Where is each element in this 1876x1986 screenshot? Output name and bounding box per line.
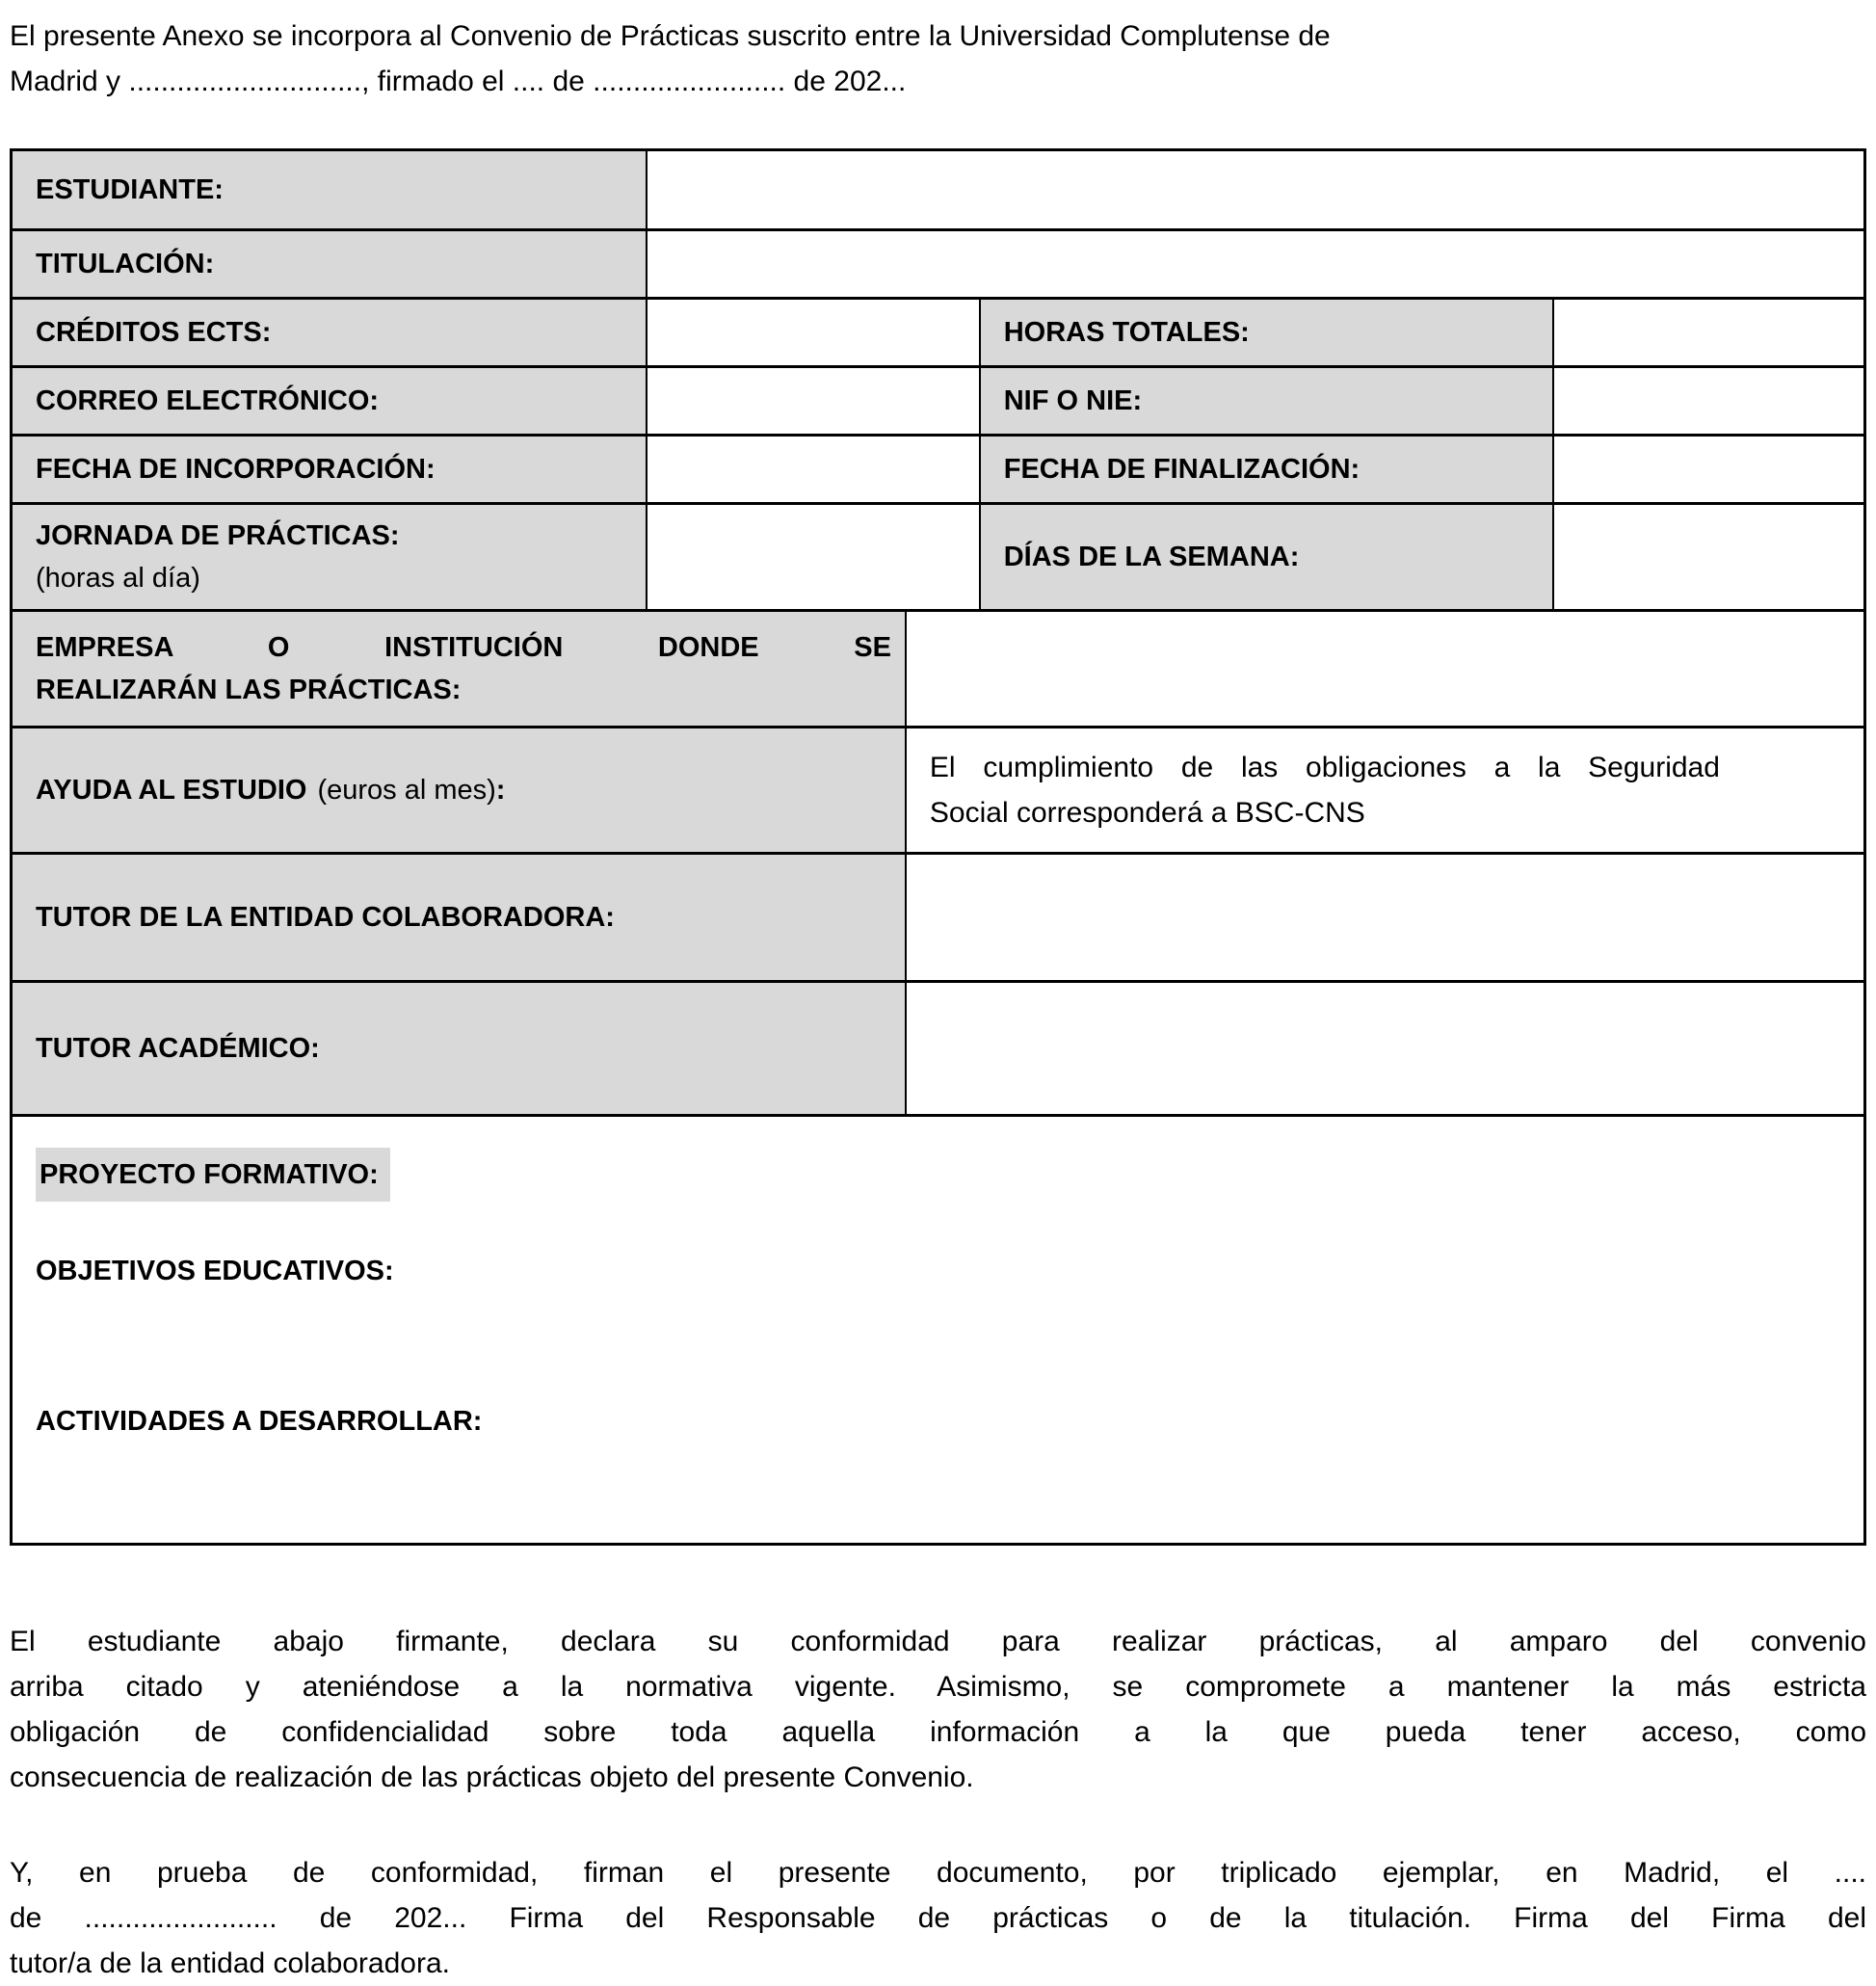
declaration-paragraph: El estudiante abajo firmante, declara su conformidad para realizar prácticas, al amparo del convenio arriba citado y ateniéndose a la normativa vigente. Asimismo, se compromete a mantener la más estricta obligación de confidencialidad sobre toda aquella información a la que pueda tener acceso, como consecuencia de realización de las prácticas objeto del presente Convenio. (10, 1626, 1866, 1793)
nif-value-field[interactable] (1552, 368, 1863, 434)
end-date-label-cell (979, 437, 1553, 502)
company-value-field[interactable] (905, 612, 1863, 726)
student-value-field[interactable] (646, 151, 1863, 228)
email-label-cell (13, 368, 646, 434)
email-value-field[interactable] (646, 368, 979, 434)
email-label: CORREO ELECTRÓNICO: (36, 385, 380, 416)
intro-paragraph: El presente Anexo se incorpora al Convenio de Prácticas suscrito entre la Universidad Complutense de Madrid y ............................., firmado el .... de ........................ de 202... (10, 20, 1331, 97)
nif-label: NIF O NIE: (1003, 385, 1143, 416)
credits-label: CRÉDITOS ECTS: (36, 317, 272, 348)
table-row-grant (13, 726, 1863, 852)
company-label-cell (13, 612, 905, 726)
academic-tutor-label: TUTOR ACADÉMICO: (36, 1033, 320, 1064)
total-hours-label-cell (979, 300, 1553, 365)
grant-value-cell (905, 728, 1863, 852)
total-hours-label: HORAS TOTALES: (1003, 317, 1250, 348)
weekdays-label: DÍAS DE LA SEMANA: (1003, 542, 1300, 572)
practicum-form-table (10, 148, 1866, 1546)
student-label: ESTUDIANTE: (36, 174, 224, 205)
credits-label-cell (13, 300, 646, 365)
project-cell[interactable] (13, 1117, 1863, 1543)
degree-value-field[interactable] (646, 231, 1863, 297)
credits-value-field[interactable] (646, 300, 979, 365)
table-row-credits-hours (13, 297, 1863, 365)
start-date-value-field[interactable] (646, 437, 979, 502)
nif-label-cell (979, 368, 1553, 434)
table-row-student (13, 151, 1863, 228)
grant-label-colon: : (495, 775, 506, 806)
academic-tutor-value-field[interactable] (905, 983, 1863, 1114)
academic-tutor-label-cell (13, 983, 905, 1114)
total-hours-value-field[interactable] (1552, 300, 1863, 365)
company-tutor-label-cell (13, 855, 905, 980)
table-row-academic-tutor (13, 980, 1863, 1114)
signature-paragraph: Y, en prueba de conformidad, firman el presente documento, por triplicado ejemplar, en Madrid, el .... de ........................ de 202... Firma del Responsable de prácticas o de la titulación. Firma del Firma del tutor/a de la entidad colaboradora. (10, 1857, 1866, 1979)
table-row-company-tutor (13, 852, 1863, 980)
end-date-label: FECHA DE FINALIZACIÓN: (1003, 454, 1361, 485)
activities-label: ACTIVIDADES A DESARROLLAR: (36, 1406, 483, 1437)
start-date-label: FECHA DE INCORPORACIÓN: (36, 454, 436, 485)
degree-label-cell (13, 231, 646, 297)
start-date-label-cell (13, 437, 646, 502)
table-row-email-nif (13, 365, 1863, 434)
grant-label: AYUDA AL ESTUDIO (36, 775, 307, 806)
company-tutor-value-field[interactable] (905, 855, 1863, 980)
schedule-value-field[interactable] (646, 505, 979, 609)
schedule-label-cell (13, 505, 646, 609)
table-row-schedule-days (13, 502, 1863, 609)
objectives-label: OBJETIVOS EDUCATIVOS: (36, 1256, 394, 1286)
end-date-value-field[interactable] (1552, 437, 1863, 502)
schedule-label-note: (horas al día) (36, 563, 200, 594)
project-title: PROYECTO FORMATIVO: (36, 1148, 390, 1202)
company-tutor-label: TUTOR DE LA ENTIDAD COLABORADORA: (36, 902, 615, 933)
weekdays-label-cell (979, 505, 1553, 609)
degree-label: TITULACIÓN: (36, 249, 215, 279)
social-security-note: El cumplimiento de las obligaciones a la Seguridad Social corresponderá a BSC-CNS (929, 752, 1720, 829)
grant-label-cell (13, 728, 905, 852)
table-row-project (13, 1114, 1863, 1543)
table-row-company (13, 609, 1863, 726)
grant-label-note: (euros al mes) (317, 775, 496, 806)
table-row-dates (13, 434, 1863, 502)
weekdays-value-field[interactable] (1552, 505, 1863, 609)
company-label: EMPRESA O INSTITUCIÓN DONDE SE REALIZARÁN LAS PRÁCTICAS: (36, 632, 891, 705)
table-row-degree (13, 228, 1863, 297)
schedule-label: JORNADA DE PRÁCTICAS: (36, 520, 400, 551)
student-label-cell (13, 151, 646, 228)
